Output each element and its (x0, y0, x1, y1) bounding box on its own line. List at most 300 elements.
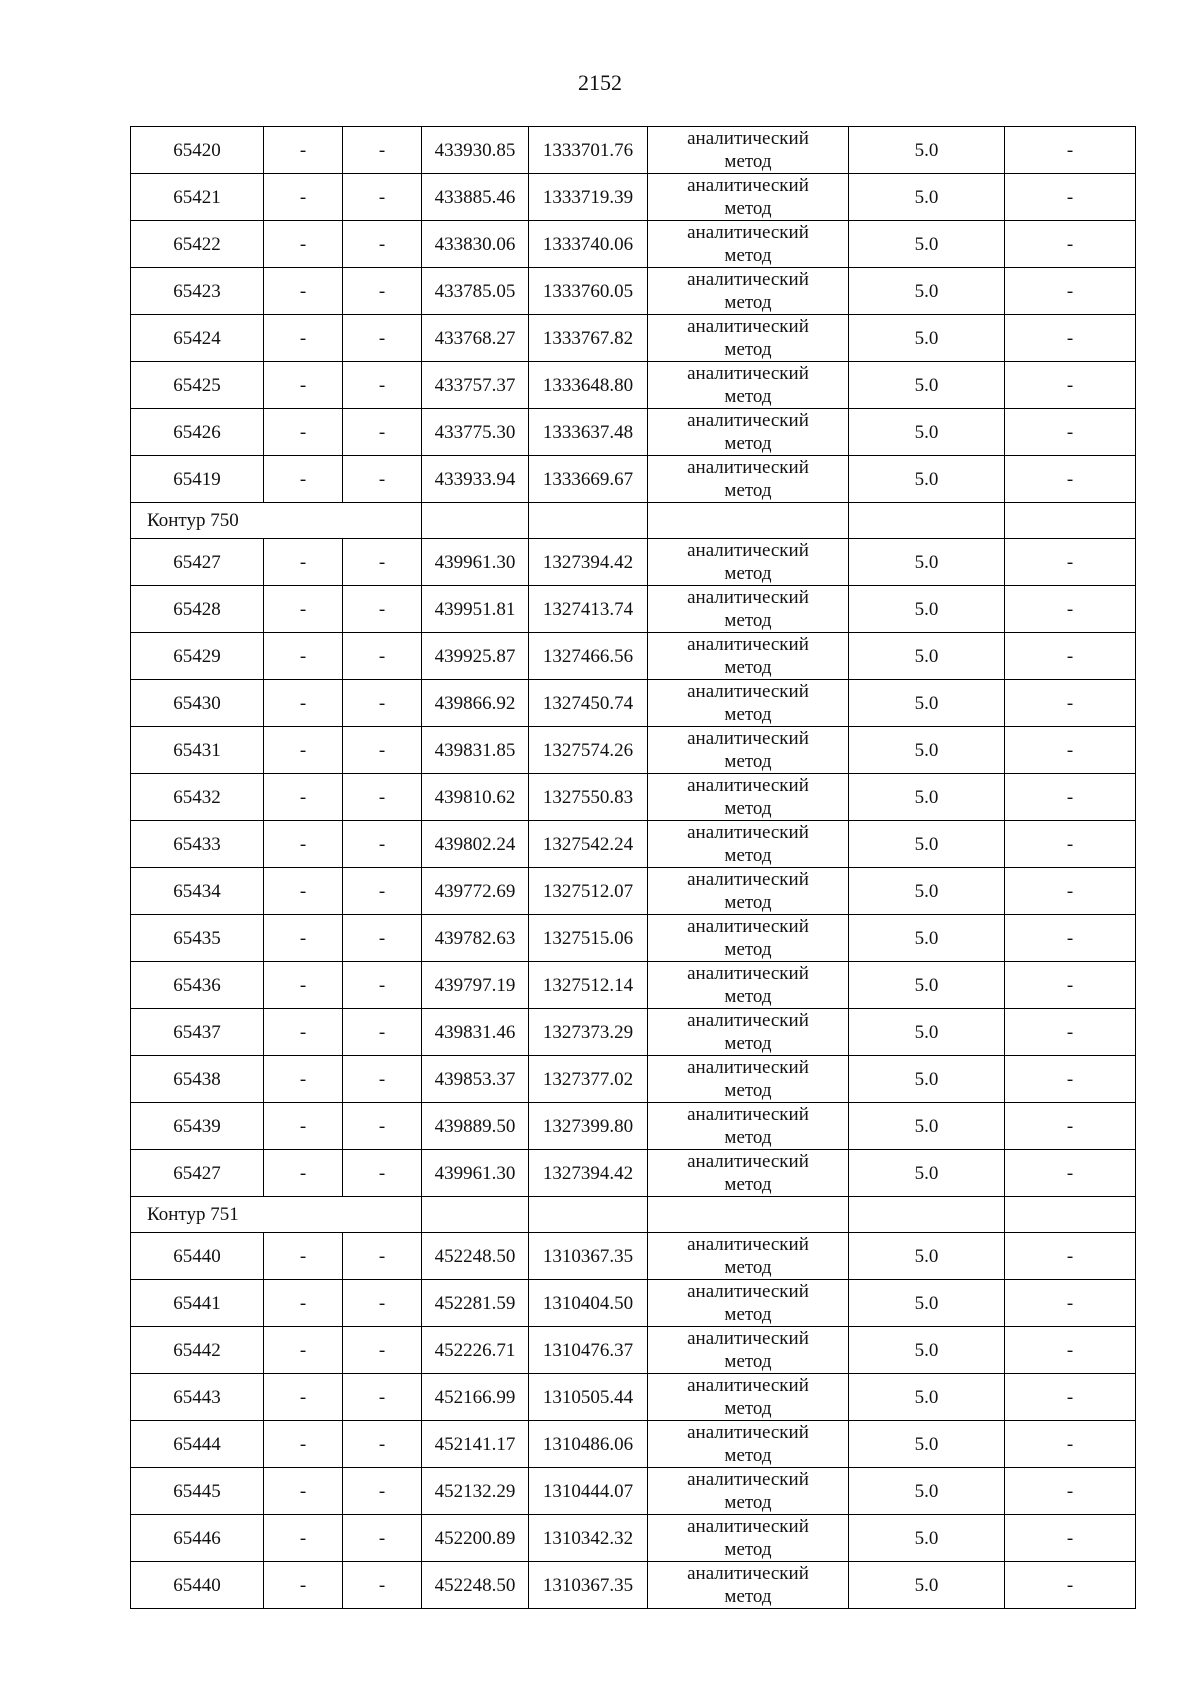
point-number-cell: 65441 (131, 1280, 264, 1327)
point-number-cell: 65427 (131, 1150, 264, 1197)
y-coordinate-cell: 1333740.06 (529, 221, 648, 268)
old-y-cell: - (343, 727, 422, 774)
method-line-1: аналитический (687, 1057, 809, 1078)
old-x-cell: - (264, 1056, 343, 1103)
accuracy-cell: 5.0 (849, 1421, 1005, 1468)
method-line-1: аналитический (687, 681, 809, 702)
x-coordinate-cell: 439782.63 (422, 915, 529, 962)
empty-cell (422, 1197, 529, 1233)
note-cell: - (1005, 1421, 1136, 1468)
old-y-cell: - (343, 456, 422, 503)
method-cell (648, 915, 849, 962)
point-number-cell: 65443 (131, 1374, 264, 1421)
method-line-2: метод (724, 563, 772, 584)
x-coordinate-cell: 439831.85 (422, 727, 529, 774)
old-x-cell: - (264, 1103, 343, 1150)
accuracy-cell: 5.0 (849, 1056, 1005, 1103)
note-cell: - (1005, 1150, 1136, 1197)
old-y-cell: - (343, 1280, 422, 1327)
x-coordinate-cell: 452226.71 (422, 1327, 529, 1374)
x-coordinate-cell: 433757.37 (422, 362, 529, 409)
old-x-cell: - (264, 174, 343, 221)
y-coordinate-cell: 1333648.80 (529, 362, 648, 409)
method-line-1: аналитический (687, 822, 809, 843)
method-line-2: метод (724, 704, 772, 725)
method-cell (648, 1280, 849, 1327)
method-cell (648, 633, 849, 680)
table-row (131, 174, 1136, 221)
accuracy-cell: 5.0 (849, 868, 1005, 915)
point-number-cell: 65439 (131, 1103, 264, 1150)
y-coordinate-cell: 1327394.42 (529, 539, 648, 586)
method-line-2: метод (724, 1398, 772, 1419)
method-line-1: аналитический (687, 363, 809, 384)
point-number-cell: 65440 (131, 1233, 264, 1280)
table-row (131, 127, 1136, 174)
accuracy-cell: 5.0 (849, 1562, 1005, 1609)
x-coordinate-cell: 433830.06 (422, 221, 529, 268)
note-cell: - (1005, 1515, 1136, 1562)
method-line-2: метод (724, 151, 772, 172)
y-coordinate-cell: 1333767.82 (529, 315, 648, 362)
note-cell: - (1005, 1468, 1136, 1515)
note-cell: - (1005, 680, 1136, 727)
accuracy-cell: 5.0 (849, 315, 1005, 362)
method-line-1: аналитический (687, 916, 809, 937)
method-line-2: метод (724, 292, 772, 313)
y-coordinate-cell: 1327512.14 (529, 962, 648, 1009)
y-coordinate-cell: 1327373.29 (529, 1009, 648, 1056)
y-coordinate-cell: 1310444.07 (529, 1468, 648, 1515)
y-coordinate-cell: 1327450.74 (529, 680, 648, 727)
method-line-2: метод (724, 1304, 772, 1325)
x-coordinate-cell: 439951.81 (422, 586, 529, 633)
empty-cell (1005, 503, 1136, 539)
method-cell (648, 362, 849, 409)
accuracy-cell: 5.0 (849, 1468, 1005, 1515)
note-cell: - (1005, 868, 1136, 915)
y-coordinate-cell: 1333637.48 (529, 409, 648, 456)
table-body (131, 127, 1136, 1609)
note-cell: - (1005, 127, 1136, 174)
y-coordinate-cell: 1327466.56 (529, 633, 648, 680)
old-y-cell: - (343, 821, 422, 868)
table-row (131, 315, 1136, 362)
method-line-2: метод (724, 1492, 772, 1513)
x-coordinate-cell: 439925.87 (422, 633, 529, 680)
table-row (131, 409, 1136, 456)
accuracy-cell: 5.0 (849, 821, 1005, 868)
x-coordinate-cell: 452248.50 (422, 1233, 529, 1280)
method-line-2: метод (724, 751, 772, 772)
table-row (131, 821, 1136, 868)
y-coordinate-cell: 1310476.37 (529, 1327, 648, 1374)
note-cell: - (1005, 221, 1136, 268)
note-cell: - (1005, 821, 1136, 868)
method-line-2: метод (724, 480, 772, 501)
old-y-cell: - (343, 1468, 422, 1515)
note-cell: - (1005, 315, 1136, 362)
old-y-cell: - (343, 586, 422, 633)
method-cell (648, 1233, 849, 1280)
x-coordinate-cell: 439853.37 (422, 1056, 529, 1103)
table-row (131, 727, 1136, 774)
y-coordinate-cell: 1310404.50 (529, 1280, 648, 1327)
old-y-cell: - (343, 915, 422, 962)
note-cell: - (1005, 268, 1136, 315)
method-cell (648, 315, 849, 362)
accuracy-cell: 5.0 (849, 127, 1005, 174)
x-coordinate-cell: 439831.46 (422, 1009, 529, 1056)
note-cell: - (1005, 1280, 1136, 1327)
table-row (131, 774, 1136, 821)
method-line-2: метод (724, 386, 772, 407)
table-row (131, 1103, 1136, 1150)
old-x-cell: - (264, 774, 343, 821)
method-cell (648, 1421, 849, 1468)
method-cell (648, 821, 849, 868)
accuracy-cell: 5.0 (849, 174, 1005, 221)
point-number-cell: 65430 (131, 680, 264, 727)
point-number-cell: 65420 (131, 127, 264, 174)
old-y-cell: - (343, 1009, 422, 1056)
x-coordinate-cell: 439961.30 (422, 539, 529, 586)
method-line-1: аналитический (687, 634, 809, 655)
method-cell (648, 1327, 849, 1374)
method-line-1: аналитический (687, 1469, 809, 1490)
contour-header-row (131, 1197, 1136, 1233)
method-line-1: аналитический (687, 1010, 809, 1031)
point-number-cell: 65435 (131, 915, 264, 962)
note-cell: - (1005, 1009, 1136, 1056)
note-cell: - (1005, 409, 1136, 456)
accuracy-cell: 5.0 (849, 915, 1005, 962)
old-y-cell: - (343, 362, 422, 409)
old-y-cell: - (343, 268, 422, 315)
old-y-cell: - (343, 1150, 422, 1197)
empty-cell (422, 503, 529, 539)
method-line-1: аналитический (687, 316, 809, 337)
point-number-cell: 65437 (131, 1009, 264, 1056)
old-x-cell: - (264, 1009, 343, 1056)
old-y-cell: - (343, 1327, 422, 1374)
accuracy-cell: 5.0 (849, 586, 1005, 633)
method-cell (648, 1515, 849, 1562)
x-coordinate-cell: 452248.50 (422, 1562, 529, 1609)
old-x-cell: - (264, 456, 343, 503)
y-coordinate-cell: 1327512.07 (529, 868, 648, 915)
table-row (131, 1562, 1136, 1609)
method-line-1: аналитический (687, 775, 809, 796)
old-y-cell: - (343, 680, 422, 727)
accuracy-cell: 5.0 (849, 727, 1005, 774)
accuracy-cell: 5.0 (849, 1009, 1005, 1056)
old-x-cell: - (264, 539, 343, 586)
method-cell (648, 1374, 849, 1421)
old-x-cell: - (264, 1562, 343, 1609)
method-line-1: аналитический (687, 540, 809, 561)
note-cell: - (1005, 1562, 1136, 1609)
y-coordinate-cell: 1310486.06 (529, 1421, 648, 1468)
accuracy-cell: 5.0 (849, 409, 1005, 456)
x-coordinate-cell: 452200.89 (422, 1515, 529, 1562)
x-coordinate-cell: 452281.59 (422, 1280, 529, 1327)
method-line-1: аналитический (687, 457, 809, 478)
table-row (131, 915, 1136, 962)
table-row (131, 633, 1136, 680)
y-coordinate-cell: 1310342.32 (529, 1515, 648, 1562)
y-coordinate-cell: 1327413.74 (529, 586, 648, 633)
old-x-cell: - (264, 915, 343, 962)
method-cell (648, 268, 849, 315)
old-y-cell: - (343, 962, 422, 1009)
method-line-2: метод (724, 1174, 772, 1195)
method-cell (648, 774, 849, 821)
table-row (131, 1056, 1136, 1103)
method-line-1: аналитический (687, 269, 809, 290)
old-x-cell: - (264, 409, 343, 456)
old-x-cell: - (264, 362, 343, 409)
method-cell (648, 1468, 849, 1515)
y-coordinate-cell: 1327574.26 (529, 727, 648, 774)
method-line-1: аналитический (687, 128, 809, 149)
x-coordinate-cell: 439961.30 (422, 1150, 529, 1197)
method-line-1: аналитический (687, 222, 809, 243)
method-line-2: метод (724, 245, 772, 266)
point-number-cell: 65436 (131, 962, 264, 1009)
old-x-cell: - (264, 315, 343, 362)
old-y-cell: - (343, 868, 422, 915)
empty-cell (648, 503, 849, 539)
accuracy-cell: 5.0 (849, 456, 1005, 503)
empty-cell (648, 1197, 849, 1233)
old-y-cell: - (343, 633, 422, 680)
old-y-cell: - (343, 539, 422, 586)
table-row (131, 868, 1136, 915)
table-row (131, 586, 1136, 633)
point-number-cell: 65440 (131, 1562, 264, 1609)
old-x-cell: - (264, 1150, 343, 1197)
method-cell (648, 174, 849, 221)
old-x-cell: - (264, 1327, 343, 1374)
old-x-cell: - (264, 680, 343, 727)
accuracy-cell: 5.0 (849, 1233, 1005, 1280)
point-number-cell: 65424 (131, 315, 264, 362)
point-number-cell: 65425 (131, 362, 264, 409)
old-x-cell: - (264, 962, 343, 1009)
method-line-2: метод (724, 610, 772, 631)
y-coordinate-cell: 1310505.44 (529, 1374, 648, 1421)
method-cell (648, 727, 849, 774)
old-y-cell: - (343, 1562, 422, 1609)
note-cell: - (1005, 962, 1136, 1009)
method-line-2: метод (724, 798, 772, 819)
y-coordinate-cell: 1333719.39 (529, 174, 648, 221)
accuracy-cell: 5.0 (849, 1103, 1005, 1150)
x-coordinate-cell: 452132.29 (422, 1468, 529, 1515)
point-number-cell: 65445 (131, 1468, 264, 1515)
old-y-cell: - (343, 1374, 422, 1421)
note-cell: - (1005, 539, 1136, 586)
y-coordinate-cell: 1310367.35 (529, 1233, 648, 1280)
empty-cell (1005, 1197, 1136, 1233)
accuracy-cell: 5.0 (849, 1515, 1005, 1562)
x-coordinate-cell: 433785.05 (422, 268, 529, 315)
table-row (131, 1421, 1136, 1468)
old-y-cell: - (343, 127, 422, 174)
y-coordinate-cell: 1333669.67 (529, 456, 648, 503)
table-row (131, 268, 1136, 315)
old-x-cell: - (264, 268, 343, 315)
note-cell: - (1005, 633, 1136, 680)
old-y-cell: - (343, 1233, 422, 1280)
y-coordinate-cell: 1310367.35 (529, 1562, 648, 1609)
empty-cell (529, 503, 648, 539)
y-coordinate-cell: 1327399.80 (529, 1103, 648, 1150)
x-coordinate-cell: 452141.17 (422, 1421, 529, 1468)
method-line-1: аналитический (687, 1104, 809, 1125)
method-cell (648, 962, 849, 1009)
note-cell: - (1005, 915, 1136, 962)
table-row (131, 1374, 1136, 1421)
note-cell: - (1005, 1103, 1136, 1150)
page-number: 2152 (578, 70, 622, 95)
method-line-1: аналитический (687, 1281, 809, 1302)
method-line-1: аналитический (687, 1375, 809, 1396)
accuracy-cell: 5.0 (849, 774, 1005, 821)
point-number-cell: 65438 (131, 1056, 264, 1103)
old-x-cell: - (264, 633, 343, 680)
old-x-cell: - (264, 1233, 343, 1280)
old-y-cell: - (343, 221, 422, 268)
table-row (131, 1009, 1136, 1056)
method-cell (648, 456, 849, 503)
y-coordinate-cell: 1333760.05 (529, 268, 648, 315)
table-row (131, 456, 1136, 503)
table-row (131, 1468, 1136, 1515)
method-line-1: аналитический (687, 869, 809, 890)
method-line-1: аналитический (687, 963, 809, 984)
method-line-2: метод (724, 1127, 772, 1148)
note-cell: - (1005, 174, 1136, 221)
point-number-cell: 65446 (131, 1515, 264, 1562)
note-cell: - (1005, 727, 1136, 774)
point-number-cell: 65444 (131, 1421, 264, 1468)
method-cell (648, 127, 849, 174)
method-line-2: метод (724, 939, 772, 960)
method-cell (648, 1009, 849, 1056)
point-number-cell: 65433 (131, 821, 264, 868)
method-cell (648, 221, 849, 268)
method-line-2: метод (724, 845, 772, 866)
x-coordinate-cell: 439797.19 (422, 962, 529, 1009)
method-line-2: метод (724, 1033, 772, 1054)
old-x-cell: - (264, 1374, 343, 1421)
point-number-cell: 65423 (131, 268, 264, 315)
method-line-2: метод (724, 892, 772, 913)
note-cell: - (1005, 1056, 1136, 1103)
method-line-1: аналитический (687, 175, 809, 196)
table-row (131, 962, 1136, 1009)
note-cell: - (1005, 586, 1136, 633)
point-number-cell: 65421 (131, 174, 264, 221)
method-cell (648, 539, 849, 586)
method-line-1: аналитический (687, 1422, 809, 1443)
note-cell: - (1005, 1327, 1136, 1374)
accuracy-cell: 5.0 (849, 221, 1005, 268)
x-coordinate-cell: 439802.24 (422, 821, 529, 868)
x-coordinate-cell: 439772.69 (422, 868, 529, 915)
method-line-2: метод (724, 433, 772, 454)
method-cell (648, 1056, 849, 1103)
method-line-1: аналитический (687, 1328, 809, 1349)
x-coordinate-cell: 439889.50 (422, 1103, 529, 1150)
old-y-cell: - (343, 409, 422, 456)
method-line-2: метод (724, 1080, 772, 1101)
method-cell (648, 409, 849, 456)
accuracy-cell: 5.0 (849, 633, 1005, 680)
old-y-cell: - (343, 174, 422, 221)
method-line-1: аналитический (687, 1234, 809, 1255)
note-cell: - (1005, 774, 1136, 821)
method-line-2: метод (724, 1257, 772, 1278)
x-coordinate-cell: 433930.85 (422, 127, 529, 174)
old-x-cell: - (264, 1280, 343, 1327)
empty-cell (529, 1197, 648, 1233)
x-coordinate-cell: 452166.99 (422, 1374, 529, 1421)
accuracy-cell: 5.0 (849, 1374, 1005, 1421)
old-y-cell: - (343, 315, 422, 362)
table-row (131, 1150, 1136, 1197)
accuracy-cell: 5.0 (849, 1280, 1005, 1327)
point-number-cell: 65442 (131, 1327, 264, 1374)
note-cell: - (1005, 456, 1136, 503)
accuracy-cell: 5.0 (849, 268, 1005, 315)
x-coordinate-cell: 433775.30 (422, 409, 529, 456)
old-y-cell: - (343, 1103, 422, 1150)
point-number-cell: 65431 (131, 727, 264, 774)
old-x-cell: - (264, 586, 343, 633)
point-number-cell: 65426 (131, 409, 264, 456)
y-coordinate-cell: 1327515.06 (529, 915, 648, 962)
old-y-cell: - (343, 1421, 422, 1468)
method-cell (648, 868, 849, 915)
accuracy-cell: 5.0 (849, 962, 1005, 1009)
point-number-cell: 65432 (131, 774, 264, 821)
y-coordinate-cell: 1333701.76 (529, 127, 648, 174)
method-cell (648, 1562, 849, 1609)
table-row (131, 539, 1136, 586)
old-y-cell: - (343, 1056, 422, 1103)
empty-cell (849, 503, 1005, 539)
point-number-cell: 65434 (131, 868, 264, 915)
method-line-2: метод (724, 1351, 772, 1372)
point-number-cell: 65422 (131, 221, 264, 268)
table-row (131, 221, 1136, 268)
old-x-cell: - (264, 1421, 343, 1468)
accuracy-cell: 5.0 (849, 362, 1005, 409)
contour-label: Контур 751 (131, 1197, 422, 1233)
method-line-2: метод (724, 1445, 772, 1466)
method-line-1: аналитический (687, 1516, 809, 1537)
table-row (131, 680, 1136, 727)
method-line-2: метод (724, 1586, 772, 1607)
old-x-cell: - (264, 1468, 343, 1515)
y-coordinate-cell: 1327377.02 (529, 1056, 648, 1103)
note-cell: - (1005, 362, 1136, 409)
old-x-cell: - (264, 821, 343, 868)
method-line-1: аналитический (687, 728, 809, 749)
